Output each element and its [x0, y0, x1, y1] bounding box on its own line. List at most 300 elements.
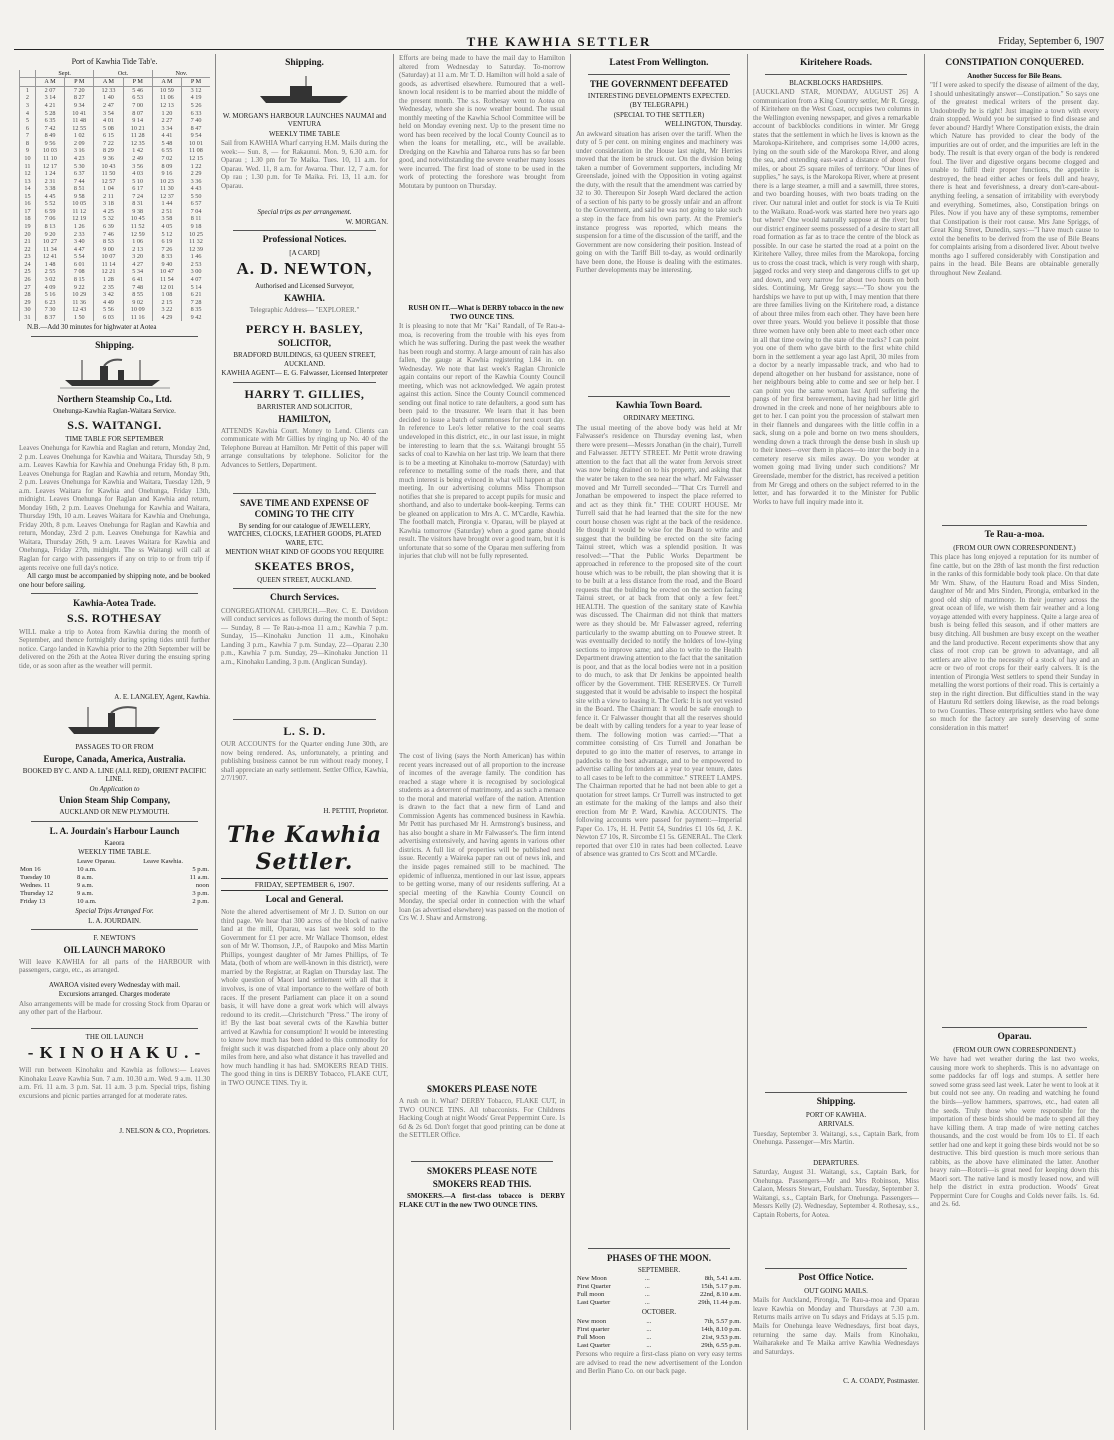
kiritehere-heading: Kiritehere Roads. [799, 58, 873, 68]
tide-cell: 7 42 [35, 125, 64, 133]
tide-cell: 12 13 [152, 102, 181, 110]
oparau-body: We have had wet weather during the last two weeks, causing more work to shepherds. This is no advantage on some paddocks far off logs and stumps. A settler here sowed some grass seed last week. Later he went to look at it but could not see any. On reading and watching he found the birds—yellow hammers, sparrows, etc., had eaten all the seeds. Truly those who were responsible for the importation of these birds should be made to spend all they have killing them. A trap made of wire netting catches thousands, and the cost would be from 10s to £1. If each settler had one and kept it going these birds would not be so destructive. This bird question is much more serious than rabbits, as the above have eliminated the latter. Another heavy rain—Rotorii—is great need for keeping down this Maori sort. The native land is mostly leased now, and will help the district in extra production. Woods' Great Peppermint Cure for Coughs and Colds never fails. 1s. 6d. and 2s. 6d. [930, 1055, 1099, 1209]
tide-row [20, 193, 211, 201]
tide-cell: 22 [20, 246, 36, 254]
tide-cell: 12 35 [123, 140, 152, 148]
tide-cell: 28 [20, 291, 36, 299]
tide-cell: 9 42 [182, 314, 210, 322]
arrivals-label: ARRIVALS. [818, 1120, 854, 1129]
tide-cell: 3 12 [182, 86, 210, 94]
issue-date: Friday, September 6, 1907 [998, 36, 1104, 47]
defeated-heading: THE GOVERNMENT DEFEATED [589, 78, 729, 89]
tide-cell: 2 51 [152, 208, 181, 216]
tide-row [20, 253, 211, 261]
tide-cell: 8 47 [182, 125, 210, 133]
tide-cell: 11 12 [65, 208, 94, 216]
tide-cell: 2 15 [152, 299, 181, 307]
newton-surveyor-title: Authorised and Licensed Surveyor, [255, 282, 354, 291]
tide-cell: 4 01 [94, 117, 123, 125]
tide-cell: 11 14 [94, 261, 123, 269]
post-office-body: Mails for Auckland, Pirongia, Te Rau-a-moa and Oparau leave Kawhia on Monday and Thursdays at 7.30 a.m. Returns mails arrive on Tu sdays and Fridays at 5.15 p.m. Mails for Onehunga leave Wednesdays, first boat days, returning the same day. Mails from Kinohaku, Waiharakeke and Te Maika arrive Kawhia Wednesdays and Saturdays. [753, 1296, 919, 1356]
tide-cell: 10 29 [65, 291, 94, 299]
tide-cell: 8 35 [182, 306, 210, 314]
tide-cell: 6 37 [65, 170, 94, 178]
tide-cell: 7 40 [182, 117, 210, 125]
tide-row [20, 163, 211, 171]
tide-cell: 6 41 [123, 276, 152, 284]
tide-row [20, 132, 211, 140]
moon-row-cell: 14th, 8.10 p.m. [701, 1325, 741, 1333]
moon-row [576, 1283, 742, 1291]
column-1 [14, 54, 215, 1430]
jourdain-row-cell: 10 a.m. [76, 898, 97, 906]
tide-cell: 9 02 [123, 299, 152, 307]
tide-cell: 10 23 [152, 178, 181, 186]
gillies-name: HARRY T. GILLIES, [244, 386, 365, 401]
tide-cell: 8 11 [182, 215, 210, 223]
tide-cell: 8 07 [123, 110, 152, 118]
tide-cell: 2 55 [35, 268, 64, 276]
moon-sept-table [576, 1275, 742, 1307]
column-3 [393, 54, 570, 1430]
board-body: The usual meeting of the above body was held at Mr Falwasser's residence on Thursday evening last, when there were present—Messrs Jonathan (in the chair), Turrell and Falwasser. JETTY STREET. Mr Pettit wrote drawing attention to the fact that all the water from Jervois street was now being drained on to his property, and asking that the water be taken to the sea near the wharf. Mr Falwasser moved and Mr Turrell seconded—"That Crs Turrell and Jonathan be empowered to inspect the place referred to and act as they think fit." THE COURT HOUSE. Mr Turrell said that he had learned that the site for the new court house chosen was right at the back of the residence. He thought it would be wise for the Board to write and suggest that the building be erected on the site facing Tainui street, which was a splendid position. It was resolved:—"That the Public Works Department be approached in reference to the proposed site of the court house which was to be rebuilt, the plan showing that it is to be built at a less distance from the road, and the Board requests that the building be erected on the section facing Tainui street, or at back from that only a few feet." HEALTH. The question of the sanitary state of Kawhia was discussed. The Chairman did not think that matters were as they should be. Mr Falwasser agreed, referring particularly to the swamp abutting on to Pouewe street. It was eventually decided to notify the holders of low-lying sections to improve same; and also to write to the Health Department drawing attention to the fact that the sanitation is poor, and that as the local bodies were not in a position to do much, to ask that Dr Jenkins be appointed health officer by the Government. THE RESERVES. Or Turrell suggested that it would be advisable to inspect the hospital site with a view to leasing it. The Clerk: It is not yet vested in the Board. The Chairman: It would be safe enough to fence it. Cr Falwasser thought that all the reserves should be dealt with by calling tenders for a year to year lease of them. The following motion was carried:—"That a committee consisting of Crs Turrell and Jonathan be deputed to go into the matter of reserves, to arrange in paddocks to the best advantage, and to be empowered to advertise calling for tenders at a year to year tenure, dates to all cases to be left to the committee." STREET LAMPS. The Chairman reported that he had not been able to get a quotation for street lamps. Cr Turrell was instructed to get an estimate for the making of the lamps and also their erection from Mr P. Ward, Kawhia. ACCOUNTS. The following accounts were passed for payment:—Imperial Paper Co. 17s, H. H. Pettit £4, Sundries £1 10s 6d, J. K. Newton £7 10s, R. Sircombe £1 5s. GENERAL. The Clerk reported that over £10 in rates had been collected. Leave of absence was granted to Crs Scott and M'Cardle. [576, 423, 742, 859]
moon-row-cell: New moon [577, 1317, 607, 1325]
tide-row [20, 276, 211, 284]
lsd-signoff: H. PETTIT, Proprietor. [323, 807, 388, 816]
tide-cell: 5 30 [65, 163, 94, 171]
special-line: (SPECIAL TO THE SETTLER) [613, 110, 705, 119]
tide-note: N.B.—Add 30 minutes for highwater at Aotea [27, 323, 157, 332]
skeates-mention: MENTION WHAT KIND OF GOODS YOU REQUIRE [225, 548, 384, 557]
smokers-read-this: SMOKERS READ THIS. [432, 1179, 532, 1189]
constipation-body: "If I were asked to specify the disease of ailment of the day, I should unhesitatingly answer—Constipation." So says one of the greatest medical writers of the present day. Undoubtedly he is right! Just imagine a town with every drain stopped. Would you be surprised to find disease and fever abound? Hardly! Where Constipation exists, the drain which Nature has provided to clear the body of the impurities are out of order, and the impurities are left in the body. The result is that every organ of the body is rendered foul. The liver and digestive organs become clogged and unable to fulfil their proper functions, the appetite is destroyed, the head either aches or feels dull and heavy, there is heat and feverishness, a dreary don't-care-about-anything feeling, a sensation of irritability with everybody and everything. Sometimes, also, Constipation brings on Piles. Now if you have any of these symptoms, remember that Constipation is their root cause. Mrs Jane Spriggs, of Great King Street, Dunedin, says:—"I have much cause to extol the benefits to be derived from the use of Bile Beans for complaints arising from a disordered liver. About twelve months ago I suffered considerably with Constipation and pains in the head. Bile Beans are obtainable generally throughout New Zealand. [930, 81, 1099, 277]
tide-cell: 6 55 [152, 147, 181, 155]
moon-sept-label: SEPTEMBER. [637, 1265, 681, 1274]
tide-subheader: P M [182, 78, 210, 87]
tide-cell: 4 43 [182, 185, 210, 193]
tide-cell: 5 50 [182, 193, 210, 201]
tide-cell: 9 00 [94, 246, 123, 254]
tide-cell: 7 02 [152, 155, 181, 163]
tide-cell: 10 27 [35, 238, 64, 246]
tide-cell: 11 10 [35, 155, 64, 163]
tide-cell: 11 08 [182, 147, 210, 155]
jourdain-row [19, 890, 210, 898]
tide-subheader: A M [94, 78, 123, 87]
moon-row-cell: Last Quarter [577, 1342, 611, 1350]
timetable-heading: TIME TABLE FOR SEPTEMBER [65, 434, 164, 443]
steamship-illustration [60, 705, 170, 739]
moon-row-cell: 29th, 6.55 p.m. [701, 1342, 741, 1350]
gillies-title: BARRISTER AND SOLICITOR, [257, 403, 352, 412]
moon-row [576, 1275, 742, 1283]
tide-cell: 4 41 [152, 132, 181, 140]
tide-subheader: P M [65, 78, 94, 87]
tide-cell: 8 33 [152, 253, 181, 261]
tide-month: Sept. [35, 70, 93, 78]
newton-surveyor-place: KAWHIA. [284, 292, 325, 303]
tide-cell: 11 32 [182, 238, 210, 246]
tide-cell: 12 19 [65, 215, 94, 223]
tide-cell: 3 16 [65, 147, 94, 155]
tide-cell: 1 40 [94, 94, 123, 102]
tide-cell: 6 33 [182, 110, 210, 118]
tide-cell: 8 49 [35, 132, 64, 140]
tide-row [20, 185, 211, 193]
column3-lower-text: The cost of living (says the North American) has within recent years increased out of all proportion to the increase of incomes of the average family. The condition has reached a stage where it is recognised by sociological students as a deterrent of matrimony, and as such a menace to the moral and material welfare of the nation. Attention is drawn to the fact that a new firm of Land and Commission Agents has commenced business in Kawhia. Mr Pettit has purchased Mr H. Armstrong's business, and has also bought a share in Mr Falwasser's. The firm intend advertising extensively, and having agents in various other districts. A full list of properties will be published next issue. Recently a Waireka paper ran out of news ink, and the inside pages remained still to be machined. The epidemic of influenza, mentioned in our last issue, appears to be getting worse, many of our residents suffering. At a special meeting of the Kawhia County Council on Monday, the special order in connection with the wharf loan (as advertised elsewhere) was passed on the motion of Crs W. J. Shaw and Armstrong. [399, 752, 565, 923]
jourdain-row [19, 882, 210, 890]
morgan-heading: W. MORGAN'S HARBOUR LAUNCHES NAUMAI and VENTURA [222, 111, 387, 129]
moon-oct-label: OCTOBER. [641, 1308, 677, 1317]
tide-cell: 4 [20, 110, 36, 118]
tide-cell: 11 [20, 163, 36, 171]
tide-cell: 9 40 [152, 261, 181, 269]
column-5 [747, 54, 924, 1430]
tide-cell: 9 56 [35, 140, 64, 148]
kiritehere-body: [AUCKLAND STAR, MONDAY, AUGUST 26] A communication from a King Country settler, Mr R. Gregg, of Kiritehere on the West Coast, occupies two columns in the Wellington evening newspaper, and gives a remarkable account of backblocks conditions in winter. Mr Gregg states that the settlement in which he lives is known as the Marokopa-Kiritehere, and comprises some 14,000 acres, lying on the south side of the Marokopa River, and along the sea, and extending east-ward a distance of about five miles, or about 25 square miles of territory. "Our lines of supplies," he says, is the Marokopa River, where at present there is a large steamer, a mill and a sawmill, three stores, and two boarding houses, with two boats trading on the river. Our natural inlet and outlet for stock is via Te Kuiti to the Waikato. Road-work was started here two years ago but where? One would naturally suppose at the river; but our district engineer seems possessed of a desire to start all road formation as far as to trace the centre of the block as possible. In our case he started the road at a point on the Kiritehere Valley, three miles from the Marokopa, forcing us to cross the coast track, which is very rough with sharp, jagged rocks and very steep and dangerous cliffs to get up and down, and very narrow for about two hours on both sides. Continuing, Mr Gregg says:—"To show you the hardships we have to put up with, I may mention that there are three families living on the Kiritehere road, a distance of about three miles from each other. They have been here over three years. Would you believe it possible that those three women have only been able to meet each other once in all that time owing to the state of the tracks? I can point you one of them who gave birth to the first white child born in the settlement a year ago last April, 30 miles from a doctor by a nearly impassable track, and who had to depend altogether on her husband for assistance, none of her neighbours being able to come and see or help her. I can point you the same woman last April suffering the pangs of her first bereavement, having had her little girl drowned in the creek and none of her neighbours able to get to her. I can point you the procession of stalwart men in their flannels and dungarees with the little coffin in a sack, slung on a pole and borne on two mens shoulders, wending down a track through the dense bush in slush up to their knees—over them in places—to inter the body in a cemetery reserve six miles away. Do you wonder at women going mad living under such conditions? Mr Greenslade, member for the district, has received a petition from Mr Gregg and others on the subject referred to in the letter, and has forwarded it to the Minister for Public Works to have full inquiry made into it. [753, 88, 919, 506]
tide-cell: 8 53 [94, 238, 123, 246]
tide-row [20, 215, 211, 223]
tide-cell: 10 05 [65, 200, 94, 208]
moon-row-cell: ... [646, 1325, 652, 1333]
tide-cell: 2 33 [65, 231, 94, 239]
departures-label: DEPARTURES. [813, 1158, 859, 1167]
newton-body: Will leave KAWHIA for all parts of the HARBOUR with passengers, cargo, etc., as arranged. [19, 957, 210, 975]
column3-opening-text: Efforts are being made to have the mail day to Hamilton altered from Wednesday to Saturday. To-morrow (Saturday) at 11 a.m. Mr T. D. Hamilton will hold a sale of goods, as advertised elsewhere. Rumoured that a well-known local resident is to be married about the middle of the present month. The s.s. Rothesay went to Aotea on Wednesday, where she is now weather bound. The usual monthly meeting of the Kawhia School Committee will be held on Monday evening next. Up to the present time no word has been received by the local County Council as to when the loans for metalling, etc., will be available. Dredging on the Kawhia and Taharoa runs has so far been good, and notwithstanding the severe weather many losses were incurred. The first load of stone to be used in the work of protecting the foreshore was brought from Motutara by puntoon on Thursday. [399, 54, 565, 190]
tide-cell: 9 36 [94, 155, 123, 163]
tide-table [19, 70, 210, 322]
jourdain-table-heading: WEEKLY TIME TABLE. [78, 848, 151, 857]
tide-cell: 4 25 [94, 208, 123, 216]
local-general-heading: Local and General. [265, 894, 344, 905]
tide-cell: 7 00 [123, 102, 152, 110]
tide-cell: 5 34 [123, 268, 152, 276]
church-body: CONGREGATIONAL CHURCH.—Rev. C. E. Davidson will conduct services as follows during the month of Sept.:— Sunday, 8 — Te Rau-a-moa 11 a.m.; Kawhia 7 p.m. Sunday, 15—Kinohaku Junction 11 a.m., Kinohaku Landing 3 p.m., Kawhia 7 p.m. Sunday, 22—Oparau 2.30 p.m., Kawhia 7 p.m. Sunday, 29—Kinohaku Junction 11 a.m., Kinohaku Landing, 3 p.m. (Anglican Sunday). [221, 606, 388, 666]
tide-cell: 3 [20, 102, 36, 110]
tide-cell: 21 [20, 238, 36, 246]
tide-cell: 10 59 [152, 86, 181, 94]
tide-cell: 12 21 [94, 268, 123, 276]
moon-row-cell: 22nd, 8.10 a.m. [699, 1291, 741, 1299]
jourdain-row-cell: 11 a.m. [189, 873, 209, 881]
tide-cell: 2 47 [94, 102, 123, 110]
tide-cell: 1 06 [123, 238, 152, 246]
jourdain-heading: L. A. Jourdain's Harbour Launch [49, 825, 180, 836]
company-name: Northern Steamship Co., Ltd. [57, 394, 172, 405]
tide-cell: 1 26 [65, 223, 94, 231]
constipation-heading: CONSTIPATION CONQUERED. [945, 58, 1084, 68]
smokers-please-note: SMOKERS PLEASE NOTE [426, 1166, 538, 1177]
tide-row [20, 291, 211, 299]
newspaper-title: THE KAWHIA SETTLER [466, 34, 652, 49]
tide-cell: 12 41 [35, 253, 64, 261]
tide-cell: 8 [20, 140, 36, 148]
moon-row-cell: ... [644, 1299, 650, 1307]
tide-cell: 3 00 [182, 268, 210, 276]
jourdain-row-cell: Thursday 12 [20, 890, 54, 898]
tide-cell: 6 15 [94, 132, 123, 140]
lsd-body: OUR ACCOUNTS for the Quarter ending June 30th, are now being rendered. As, unfortunately, a printing and publishing business cannot be run without ready money, I shall appreciate an early settlement. Settler Office, Kawhia, 2/7/1907. [221, 740, 388, 783]
moon-row [576, 1326, 742, 1334]
tide-cell: 7 04 [182, 208, 210, 216]
tide-cell: 1 50 [65, 314, 94, 322]
tide-cell: 5 28 [35, 110, 64, 118]
smokers-note-heading: SMOKERS PLEASE NOTE [426, 1084, 538, 1095]
tide-cell: 3 18 [94, 200, 123, 208]
tide-row [20, 86, 211, 94]
tide-cell: 8 13 [35, 223, 64, 231]
tide-cell: 4 27 [123, 261, 152, 269]
tide-cell: 19 [20, 223, 36, 231]
steamship-illustration [60, 356, 170, 390]
oil-launch-body: Will run between Kinohaku and Kawhia as follows:— Leaves Kinohaku Leave Kawhia Sun. 7 a.m. 10.30 a.m. Wed. 9 a.m. 11.30 a.m. Fri. 11 a.m. 3 p.m. Sat. 11 a.m. 3 p.m. Special trips, fishing excursions and picnic parties arranged for at moderate rates. [19, 1065, 210, 1100]
tide-cell: 6 59 [35, 208, 64, 216]
tide-cell: 3 20 [123, 253, 152, 261]
latest-heading: Latest From Wellington. [609, 58, 709, 68]
tide-cell: 9 54 [182, 132, 210, 140]
rothesay-signoff: A. E. LANGLEY, Agent, Kawhia. [114, 692, 210, 701]
tide-row [20, 246, 211, 254]
tide-cell: 10 41 [65, 110, 94, 118]
tide-cell: 5 16 [35, 291, 64, 299]
tide-cell: 15 [20, 193, 36, 201]
morgan-signoff: W. MORGAN. [345, 217, 388, 226]
jourdain-col-header: Leave Kawhia. [143, 857, 183, 865]
company-route: Onehunga-Kawhia Raglan-Waitara Service. [53, 407, 176, 416]
morgan-special: Special trips as per arrangement. [257, 208, 352, 217]
tide-cell: 1 20 [152, 110, 181, 118]
tide-cell: 9 16 [152, 170, 181, 178]
tide-subheader-row [20, 78, 211, 87]
tide-cell: 5 10 [123, 178, 152, 186]
skeates-body: By sending for our catalogue of JEWELLERY, WATCHES, CLOCKS, LEATHER GOODS, PLATED WARE, ETC. [227, 521, 382, 547]
moon-row-cell: 21st, 9.53 p.m. [701, 1334, 741, 1341]
tide-cell: 7 48 [123, 284, 152, 292]
tide-cell: 11 30 [152, 185, 181, 193]
post-office-heading: Post Office Notice. [798, 1273, 874, 1284]
jourdain-row-cell: Mon 16 [20, 865, 41, 873]
tide-cell: 4 47 [65, 246, 94, 254]
tide-row [20, 261, 211, 269]
tide-cell: 12 57 [94, 178, 123, 186]
tide-cell: 1 22 [182, 163, 210, 171]
tide-cell: 10 45 [123, 215, 152, 223]
tide-cell: 11 28 [123, 132, 152, 140]
tide-cell: 9 58 [65, 193, 94, 201]
tide-cell: 5 56 [94, 306, 123, 314]
tide-cell: 4 05 [152, 223, 181, 231]
moon-row [576, 1299, 742, 1307]
moon-row-cell: New Moon [577, 1275, 607, 1283]
jourdain-row-cell: noon [195, 881, 209, 889]
shipping-heading: Shipping. [95, 340, 134, 351]
tide-cell: 11 36 [65, 299, 94, 307]
column3-closing-text: A rush on it. What? DERBY Tobacco, FLAKE CUT, in TWO OUNCE TINS. All tobacconists. For Childrens Hacking Cough at night Woods' Great Peppermint Cure. 1s 6d & 2s 6d. Don't forget that good printing can be done at the SETTLER Office. [399, 1097, 565, 1140]
trade-heading: Kawhia-Aotea Trade. [73, 598, 156, 609]
jourdain-row [19, 866, 210, 874]
post-office-signoff: C. A. COADY, Postmaster. [843, 1377, 919, 1386]
jourdain-row-cell: 9 a.m. [76, 890, 94, 898]
oil-launch-signoff: J. NELSON & CO., Proprietors. [119, 1126, 210, 1135]
passages-apply: On Application to [89, 784, 140, 793]
tide-cell: 6 [20, 125, 36, 133]
by-telegraph: (BY TELEGRAPH.) [629, 101, 689, 110]
tide-cell: 4 21 [35, 102, 64, 110]
passages-places: Europe, Canada, America, Australia. [43, 753, 186, 764]
tide-cell: 27 [20, 284, 36, 292]
newton-awaroa: AWAROA visited every Wednesday with mail. [48, 980, 181, 989]
oparau-heading: Oparau. [997, 1032, 1032, 1043]
skeates-heading: SAVE TIME AND EXPENSE OF COMING TO THE CITY [240, 497, 369, 519]
jourdain-row [19, 874, 210, 882]
jourdain-row [19, 898, 210, 906]
jourdain-row-cell: 3 p.m. [192, 890, 209, 898]
tide-cell: 3 38 [35, 185, 64, 193]
tide-cell: 3 34 [152, 125, 181, 133]
jourdain-row-cell: Friday 13 [20, 898, 46, 906]
tide-row [20, 94, 211, 102]
tide-cell: 12 17 [35, 163, 64, 171]
tide-cell: 5 46 [123, 86, 152, 94]
oil-launch-heading: THE OIL LAUNCH [85, 1032, 144, 1041]
board-heading: Kawhia Town Board. [615, 400, 703, 411]
tide-cell: 12 37 [152, 193, 181, 201]
skeates-name: SKEATES BROS, [254, 558, 355, 573]
morgan-weekly-heading: WEEKLY TIME TABLE [269, 129, 340, 138]
raua-sub: (FROM OUR OWN CORRESPONDENT.) [953, 543, 1076, 552]
developments-heading: INTERESTING DEVELOPMENTS EXPECTED. [587, 91, 731, 100]
jourdain-row-cell: 8 a.m. [76, 873, 94, 881]
constipation-sub: Another Success for Bile Beans. [967, 71, 1062, 80]
lsd-heading: L. S. D. [283, 723, 326, 738]
basley-title: SOLICITOR, [277, 338, 332, 349]
card-label: [A CARD] [289, 248, 320, 257]
tide-row [20, 299, 211, 307]
tide-cell: 9 14 [123, 117, 152, 125]
tide-cell: 2 11 [94, 193, 123, 201]
tide-cell: 9 38 [123, 208, 152, 216]
tide-cell: 1 24 [35, 170, 64, 178]
tide-cell: 2 [20, 94, 36, 102]
tide-cell: 10 07 [94, 253, 123, 261]
moon-row-cell: 29th, 11.44 p.m. [698, 1299, 741, 1307]
newton-arrangements: Also arrangements will be made for crossing Stock from Oparau or any other part of the Harbour. [19, 999, 210, 1017]
tide-cell: 9 20 [35, 231, 64, 239]
moon-row-cell: ... [644, 1283, 650, 1291]
tide-cell: 3 14 [35, 94, 64, 102]
jourdain-row-cell: Tuesday 10 [20, 873, 51, 881]
morgan-timetable: Sail from KAWHIA Wharf carrying H.M. Mails during the week:— Sun. 8, — for Rakaunui. Mon. 9, 6.30 a.m. for Oparau ; 1.30 pm for Te Maika. Tues. 10, 11 a.m. for Oparau. Wed. 11, 8 a.m. for Awaroa. Thur. 12, 7 a.m. for Op rau ; 1.30 p.m. for Te Maika. Fri. 13, 11 a.m. for Oparau. [221, 139, 388, 190]
tide-cell: 1 02 [65, 132, 94, 140]
tide-cell: 4 23 [65, 155, 94, 163]
tide-cell: 10 47 [152, 268, 181, 276]
tide-cell: 13 [20, 178, 36, 186]
tide-cell: 5 52 [35, 200, 64, 208]
tide-month: Oct. [94, 70, 152, 78]
tide-cell: 6 57 [182, 200, 210, 208]
tide-row [20, 110, 211, 118]
tide-cell: 16 [20, 200, 36, 208]
column3-middle-text: It is pleasing to note that Mr "Kai" Randall, of Te Rau-a-moa, is recovering from the trouble with his eyes from which he was suffering. During the past week the weather has been rough and stormy. A large amount of rain has also fallen, the gauge at Kawhia registering 1.84 in. on Wednesday. We note that last week's Raglan Chronicle again contains our report of the Kawhia County Council meeting, which was not acknowledged. We again protest against this action. Since the County Council commenced sending out final notice to rate defaulters, a good sum has been paid to the treasurer. We learn that it has been decided to issue a batch of summonses for next court day. In reference to Leo's letter relative to the coal seams undeveloped in this district, etc., in our last issue, in might be interesting to learn that the s.s. Waitangi brought 55 sacks of coal to Kawhia on her last trip. We learn that there is to be a meeting at Kinohaku to-morrow (Saturday) with reference to metalling some of the roads there, and that much interest is being evinced in what will happen at that meeting. In our advertising columns Miss Thompson notifies that she is prepared to accept pupils for music and shorthand, and also to undertake book-keeping. Terms can be gleaned on application to Mrs A. C. M'Cardle, Kawhia. The football match, Pirongia v. Oparau, will be played at Kawhia tomorrow (Saturday) when a good game should result. The visitors have brought over a good team, but it is unfortunate that so some of the Oparau men suffering from injuries that club will not be fully represented. [399, 322, 565, 561]
jourdain-boat: Kaeora [104, 838, 125, 847]
tide-row [20, 231, 211, 239]
moon-row-cell: 8th, 5.41 a.m. [704, 1275, 741, 1283]
shipping-heading: Shipping. [285, 58, 324, 68]
moon-row-cell: 15th, 5.17 p.m. [701, 1283, 741, 1291]
moon-row-cell: Last Quarter [577, 1299, 611, 1307]
tide-cell: 3 40 [65, 238, 94, 246]
moon-row-cell: Full Moon [577, 1334, 606, 1341]
launch-illustration [250, 74, 360, 108]
tide-cell: 17 [20, 208, 36, 216]
tide-cell: 12 [20, 170, 36, 178]
tide-row [20, 140, 211, 148]
tide-cell: 12 15 [182, 155, 210, 163]
tide-cell: 1 [20, 86, 36, 94]
departures-body: Saturday, August 31. Waitangi, s.s., Captain Bark, for Onehunga. Passengers—Mr and Mrs Robinson, Miss Calaon, Messrs Stewart, Foulsham. Tuesday, September 3. Waitangi, s.s., Captain Bark, for Onehunga. Passengers—Messrs Kelly (2). Wednesday, September 4. Rothesay, s.s., Captain Roberts, for Aotea. [753, 1168, 919, 1219]
ordinary-meeting: ORDINARY MEETING. [623, 414, 695, 423]
tide-cell: 4 07 [182, 276, 210, 284]
tide-cell: 8 37 [35, 314, 64, 322]
jourdain-row-cell: 9 a.m. [76, 881, 94, 889]
tide-cell: 5 54 [65, 253, 94, 261]
tide-cell: 2 27 [152, 117, 181, 125]
basley-address: BRADFORD BUILDINGS, 63 QUEEN STREET, AUCKLAND. [233, 351, 376, 368]
tide-cell: 3 56 [123, 163, 152, 171]
tide-row [20, 102, 211, 110]
tide-cell: 8 27 [65, 94, 94, 102]
tide-cell: 7 22 [94, 140, 123, 148]
rothesay-body: WILL make a trip to Aotea from Kawhia during the month of September, and thence fortnightly during spring tides until further notice. Cargo landed in Kawhia prior to the 20th September will be delivered on the 26th at the Aotea River during the ensuing spring tide, or as soon after as the weather will permit. [19, 627, 210, 670]
tide-cell: 5 32 [94, 215, 123, 223]
jourdain-row-cell: 2 p.m. [192, 898, 209, 906]
newton-launch: OIL LAUNCH MAROKO [63, 944, 166, 955]
column4-closing-text: Persons who require a first-class piano on very easy terms are advised to read the new advertisement of the London and Berlin Piano Co. on our back page. [576, 1350, 742, 1376]
tide-cell: 2 31 [35, 178, 64, 186]
tide-cell: 7 28 [182, 299, 210, 307]
tide-cell: 1 44 [152, 200, 181, 208]
tide-cell: 6 53 [123, 94, 152, 102]
moon-row-cell: Full moon [577, 1291, 605, 1299]
tide-row [20, 147, 211, 155]
tide-subheader: P M [123, 78, 152, 87]
dateline: WELLINGTON, Thursday. [664, 120, 742, 129]
tide-cell: 4 03 [123, 170, 152, 178]
raua-heading: Te Rau-a-moa. [984, 530, 1045, 541]
tide-cell: 30 [20, 306, 36, 314]
nameplate-date: FRIDAY, SEPTEMBER 6, 1907. [221, 878, 388, 891]
tide-cell: 12 39 [182, 246, 210, 254]
moon-row-cell: First quarter [577, 1325, 610, 1333]
moon-row-cell: ... [646, 1317, 652, 1325]
moon-oct-table [576, 1318, 742, 1350]
tide-cell: 8 15 [65, 276, 94, 284]
tide-cell: 10 43 [94, 163, 123, 171]
tide-cell: 10 [20, 155, 36, 163]
tide-cell: 6 17 [123, 185, 152, 193]
moon-row-cell: First Quarter [577, 1283, 611, 1291]
tide-cell: 11 50 [94, 170, 123, 178]
tide-cell: 14 [20, 185, 36, 193]
tide-cell: 2 09 [65, 140, 94, 148]
wellington-body: An awkward situation has arisen over the tariff. When the duty of 5 per cent. on mining engines and machinery was under consideration in the House last night, Mr Herries moved that the item be struck out. On the division being taken a number of Government supporters, including Mr Greenslade, joined with the Opposition in voting against the duty, with the result that the amendment was carried by 32 to 30. Thereupon Sir Joseph Ward declared the action of a section of his party to be grossly unfair and an affront to the Government, and said he was not going to take such a step in the face from his own party. At the Premier's instance progress was reported, which means the suspension for a time of the discussion of the tariff, and the Government are now considering their position. Instead of going on with the Tariff Bill to-day, as would ordinarily have been done, the House is dealing with the estimates. Further developments may be interesting. [576, 129, 742, 275]
tide-cell: 7 26 [152, 246, 181, 254]
tide-cell: 3 36 [182, 178, 210, 186]
tide-cell: 1 08 [152, 291, 181, 299]
timetable-body: Leaves Onehunga for Kawhia and Raglan and return, Monday 2nd, 2 p.m. Leaves Onehunga for Kawhia and Waitara, Thursday 5th, 9 a.m. Leaves Kawhia for Kawhia and Onehunga Friday 6th, 8 p.m. Leaves Onehunga for Raglan and Kawhia and return, Monday 9th, 2 p.m. Leaves Onehunga for Kawhia and Waitara, Tuesday 12th, 9 a.m. Leaves Waitara for Kawhia and Onehunga, Friday 13th, midnight. Leaves Onehunga for Raglan and Kawhia and return, Monday 16th, 2 p.m. Leaves Onehunga for Kawhia and Waitara, Thursday 19th, 10 a.m. Leaves Waitara for Kawhia and Onehunga, Friday 20th, 8 p.m. Leaves Onehunga for Raglan and Kawhia and return, Monday, 23rd 2 p.m. Leaves Onehunga for Kawhia and Waitara, Thursday 26th, 9 a.m. Leaves Waitara for Kawhia and Onehunga, Friday 27th, midnight. The ss Waitangi will call at Raglan for cargo with passengers if any on trip to or from trip if agents receive one full day's notice. [19, 444, 210, 572]
tide-cell: 8 55 [123, 291, 152, 299]
tide-cell: 9 34 [65, 102, 94, 110]
